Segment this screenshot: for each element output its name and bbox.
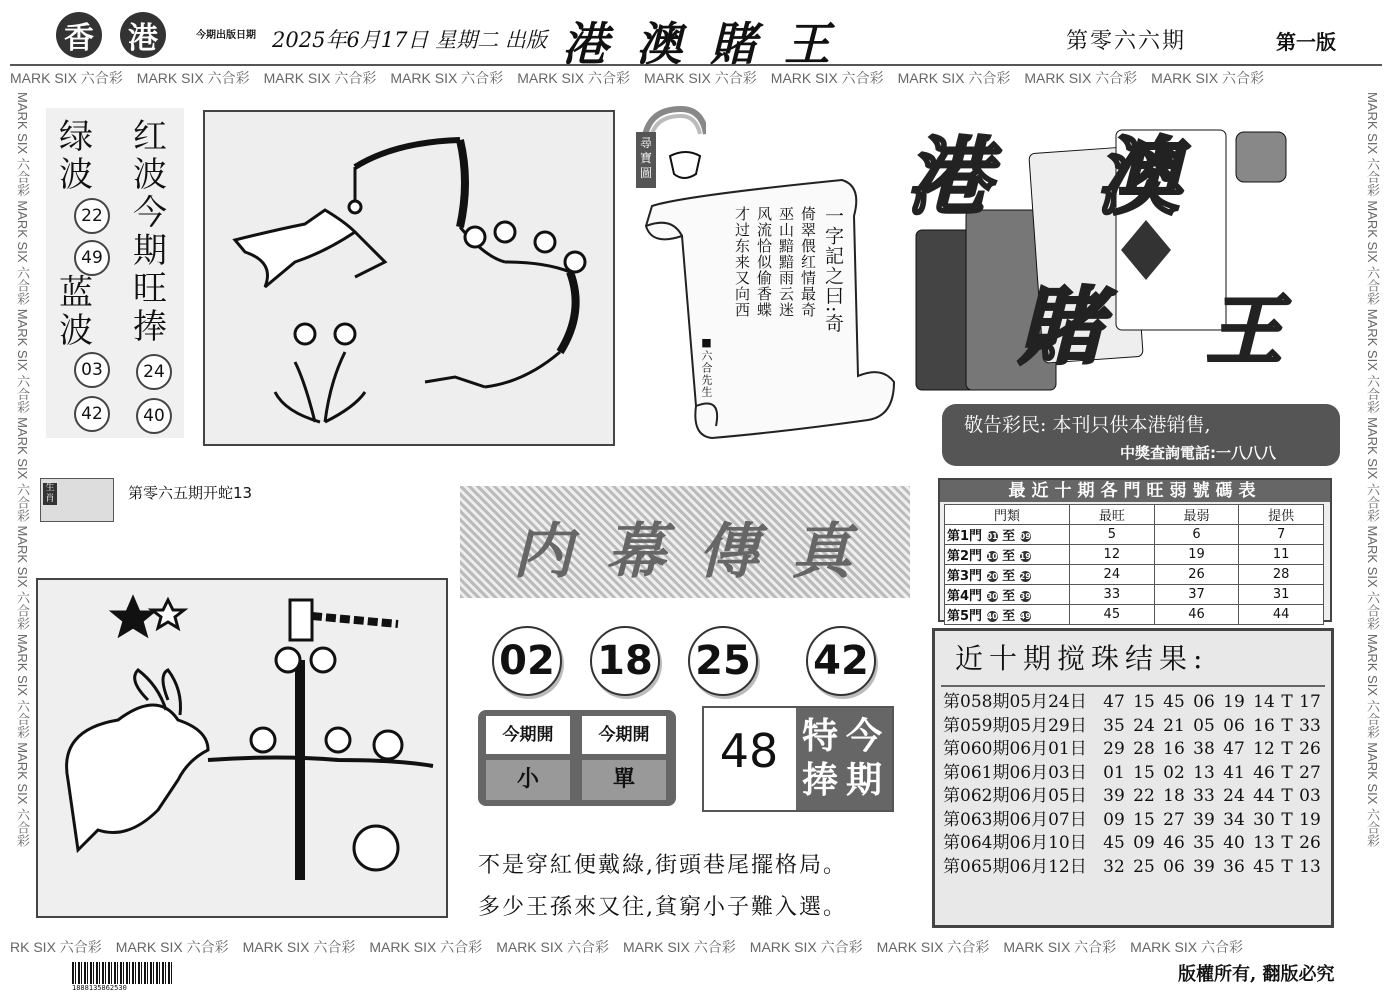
draw-results-list	[943, 687, 1325, 875]
watermark-band-left: MARK SIX 六合彩 MARK SIX 六合彩 MARK SIX 六合彩 MARK SIX 六合彩 MARK SIX 六合彩 MARK SIX 六合彩 MARK SIX 六合彩	[15, 92, 30, 847]
logo-char-2: 澳	[1096, 127, 1181, 226]
table-row: 第061期06月03日 01 15 02 13 41 46 T 27	[943, 762, 1321, 783]
edition-label: 第一版	[1276, 30, 1336, 54]
barcode	[72, 962, 174, 984]
header	[10, 8, 1382, 71]
issue-note: 今期出版日期	[196, 30, 256, 41]
scroll-signature: ■六合先生	[700, 336, 713, 398]
treasure-map-label: 尋寶圖	[639, 136, 652, 180]
insider-banner	[460, 486, 910, 598]
table-row: 第062期06月05日 39 22 18 33 24 44 T 03	[943, 786, 1321, 806]
logo-char-1: 港	[906, 127, 991, 226]
rabbit-puzzle-picture	[36, 578, 448, 918]
insider-title: 内 幕 傳 真	[512, 517, 858, 587]
draw-results-panel	[932, 628, 1334, 928]
logo-char-3: 賭	[1018, 277, 1103, 376]
region-char-1: 香	[56, 12, 102, 58]
special-label-left: 特 捧	[802, 715, 839, 801]
barcode-number: 1888135862530	[72, 984, 127, 992]
lucky-ball-2: 18	[590, 626, 660, 696]
open-box-2-value: 單	[582, 760, 666, 800]
poem-col-3: 风流恰似偷香蝶	[755, 206, 773, 318]
verse-line-1: 不是穿紅便戴綠,街頭巷尾擺格局。	[478, 853, 847, 878]
table-row: 第060期06月01日 29 28 16 38 47 12 T 26	[943, 739, 1321, 759]
blue-wave-label: 蓝 波	[59, 273, 93, 351]
blue-num-1: 03	[74, 352, 110, 388]
issue-date: 2025年6月17日 星期二 出版	[272, 28, 547, 52]
open-box-2-label: 今期開	[582, 716, 666, 754]
open-box-group	[478, 710, 676, 806]
notice-bar	[942, 404, 1340, 466]
header-title: 港 澳 賭 王	[562, 17, 837, 71]
table-row: 第5門 40 至 49 45 46 44	[945, 605, 1324, 625]
copyright-notice: 版權所有, 翻版必究	[1178, 964, 1335, 985]
prev-issue-text: 第零六五期开蛇13	[128, 484, 253, 502]
zodiac-icon	[40, 478, 114, 522]
lucky-ball-3: 25	[688, 626, 758, 696]
verse-line-2: 多少王孫來又往,貧窮小子難入選。	[478, 895, 847, 920]
watermark-band-top: MARK SIX 六合彩 MARK SIX 六合彩 MARK SIX 六合彩 MARK SIX 六合彩 MARK SIX 六合彩 MARK SIX 六合彩 MARK SIX 六合彩 MARK SIX 六合彩 MARK SIX 六合彩 MARK SIX 六合彩	[10, 70, 1264, 86]
issue-number: 第零六六期	[1066, 29, 1187, 54]
table-row: 第059期05月29日 35 24 21 05 06 16 T 33	[943, 715, 1321, 736]
table-row: 第063期06月07日 09 15 27 39 34 30 T 19	[943, 809, 1321, 830]
logo-char-4: 王	[1206, 286, 1282, 375]
table-row: 第3門 20 至 29 24 26 28	[945, 565, 1324, 585]
gate-table	[944, 504, 1324, 625]
green-num-1: 22	[74, 198, 110, 234]
table-row: 第4門 30 至 39 33 37 31	[945, 585, 1324, 605]
table-row: 第065期06月12日 32 25 06 39 36 45 T 13	[943, 856, 1321, 877]
red-num-1: 24	[136, 354, 172, 390]
gate-strength-table	[938, 478, 1332, 622]
table-row: 第1門 01 至 09 5 6 7	[945, 525, 1324, 545]
notice-line-2: 中獎查詢電話:一八八八	[1120, 444, 1276, 462]
waves-panel	[46, 108, 184, 438]
watermark-band-bottom: RK SIX 六合彩 MARK SIX 六合彩 MARK SIX 六合彩 MARK SIX 六合彩 MARK SIX 六合彩 MARK SIX 六合彩 MARK SIX 六合彩 MARK SIX 六合彩 MARK SIX 六合彩 MARK SIX 六合彩	[10, 939, 1243, 955]
gate-table-title: 最近十期各門旺弱號碼表	[940, 480, 1330, 502]
red-wave-text: 红 波 今 期 旺 捧	[133, 117, 167, 347]
poem-col-1: 倚翠偎红情最奇	[799, 206, 817, 318]
bird-puzzle-picture	[203, 110, 615, 446]
special-label	[796, 708, 892, 810]
lucky-ball-1: 02	[492, 626, 562, 696]
region-char-2: 港	[120, 12, 166, 58]
red-num-2: 40	[136, 398, 172, 434]
watermark-band-right: MARK SIX 六合彩 MARK SIX 六合彩 MARK SIX 六合彩 MARK SIX 六合彩 MARK SIX 六合彩 MARK SIX 六合彩 MARK SIX 六合彩	[1365, 92, 1380, 847]
scroll-title: 一字記之曰:奇	[822, 206, 844, 334]
poem-col-4: 才过东来又向西	[733, 206, 751, 318]
gate-table-header: 門類 最旺 最弱 提供	[945, 505, 1324, 525]
draw-results-title: 近十期搅珠结果:	[955, 642, 1209, 675]
open-box-1-label: 今期開	[486, 716, 570, 754]
zodiac-icon-label: 生肖	[43, 483, 57, 505]
table-row: 第064期06月10日 45 09 46 35 40 13 T 26	[943, 833, 1321, 853]
special-box	[702, 706, 894, 812]
blue-num-2: 42	[74, 396, 110, 432]
special-number: 48	[719, 724, 779, 778]
notice-line-1: 敬告彩民: 本刊只供本港销售,	[964, 414, 1211, 436]
green-num-2: 49	[74, 240, 110, 276]
special-label-right: 今 期	[846, 715, 883, 801]
poem-scroll	[632, 176, 900, 442]
poem-col-2: 巫山黯黯雨云迷	[777, 206, 795, 318]
green-wave-label: 绿 波	[59, 117, 93, 195]
logo-block	[906, 110, 1346, 400]
table-row: 第058期05月24日 47 15 45 06 19 14 T 17	[943, 692, 1321, 712]
lucky-ball-4: 42	[806, 626, 876, 696]
table-row: 第2門 10 至 19 12 19 11	[945, 545, 1324, 565]
open-box-1-value: 小	[486, 760, 570, 800]
